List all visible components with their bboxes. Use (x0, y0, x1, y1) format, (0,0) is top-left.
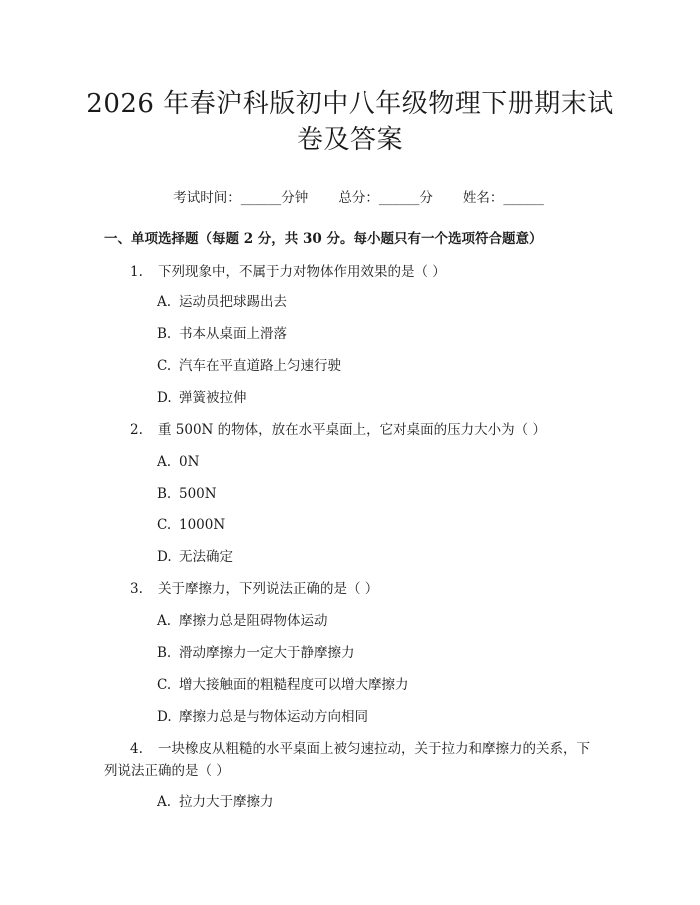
question-number: 4. (130, 741, 143, 757)
option-text: 拉力大于摩擦力 (179, 794, 274, 810)
page-title (80, 86, 620, 158)
question-4 (130, 738, 590, 760)
question-number: 2. (130, 422, 143, 438)
section-heading: 一、单项选择题（每题 2 分，共 30 分。每小题只有一个选项符合题意） (104, 231, 543, 247)
option-key: B. (157, 326, 172, 342)
option-text: 无法确定 (179, 549, 233, 565)
option-1c (157, 356, 341, 376)
title-line-2: 卷及答案 (296, 125, 403, 155)
option-key: B. (157, 486, 172, 502)
exam-meta (0, 168, 700, 228)
option-1b (157, 324, 287, 344)
question-text: 重 500N 的物体，放在水平桌面上，它对桌面的压力大小为（ ） (158, 422, 546, 438)
exam-time-label: 考试时间：______分钟 (173, 190, 309, 206)
question-text-line-1: 一块橡皮从粗糙的水平桌面上被匀速拉动，关于拉力和摩擦力的关系，下 (158, 741, 590, 757)
question-4-continuation (104, 760, 230, 782)
option-key: B. (157, 645, 172, 661)
option-key: C. (157, 358, 172, 374)
option-2b (157, 484, 217, 504)
option-text: 500N (179, 486, 217, 502)
student-name-label: 姓名：______ (462, 190, 544, 206)
question-text-line-2: 列说法正确的是（ ） (104, 763, 230, 779)
question-2 (130, 419, 546, 441)
option-key: A. (157, 794, 172, 810)
option-2a (157, 452, 199, 472)
option-key: C. (157, 517, 172, 533)
option-4a (157, 792, 274, 812)
question-number: 3. (130, 581, 143, 597)
question-1 (130, 261, 446, 283)
option-2c (157, 515, 225, 535)
option-text: 1000N (179, 517, 226, 533)
option-text: 书本从桌面上滑落 (179, 326, 287, 342)
option-text: 运动员把球踢出去 (179, 294, 287, 310)
option-text: 滑动摩擦力一定大于静摩擦力 (179, 645, 355, 661)
option-key: A. (157, 454, 172, 470)
option-3a (157, 611, 328, 631)
total-score-label: 总分：______分 (338, 190, 433, 206)
option-key: A. (157, 613, 172, 629)
option-text: 摩擦力总是阻碍物体运动 (179, 613, 328, 629)
option-1a (157, 292, 287, 312)
option-key: C. (157, 677, 172, 693)
option-text: 弹簧被拉伸 (179, 390, 247, 406)
question-text: 关于摩擦力，下列说法正确的是（ ） (158, 581, 379, 597)
question-text: 下列现象中，不属于力对物体作用效果的是（ ） (158, 264, 446, 280)
option-text: 0N (179, 454, 200, 470)
option-key: D. (157, 549, 172, 565)
option-3b (157, 643, 355, 663)
title-line-1: 2026 年春沪科版初中八年级物理下册期末试 (86, 89, 614, 119)
option-text: 增大接触面的粗糙程度可以增大摩擦力 (179, 677, 409, 693)
question-number: 1. (130, 264, 143, 280)
option-3d (157, 707, 368, 727)
option-key: A. (157, 294, 172, 310)
option-1d (157, 388, 247, 408)
question-3 (130, 578, 378, 600)
option-3c (157, 675, 409, 695)
option-text: 汽车在平直道路上匀速行驶 (179, 358, 341, 374)
option-2d (157, 547, 233, 567)
option-key: D. (157, 709, 172, 725)
option-key: D. (157, 390, 172, 406)
option-text: 摩擦力总是与物体运动方向相同 (179, 709, 368, 725)
